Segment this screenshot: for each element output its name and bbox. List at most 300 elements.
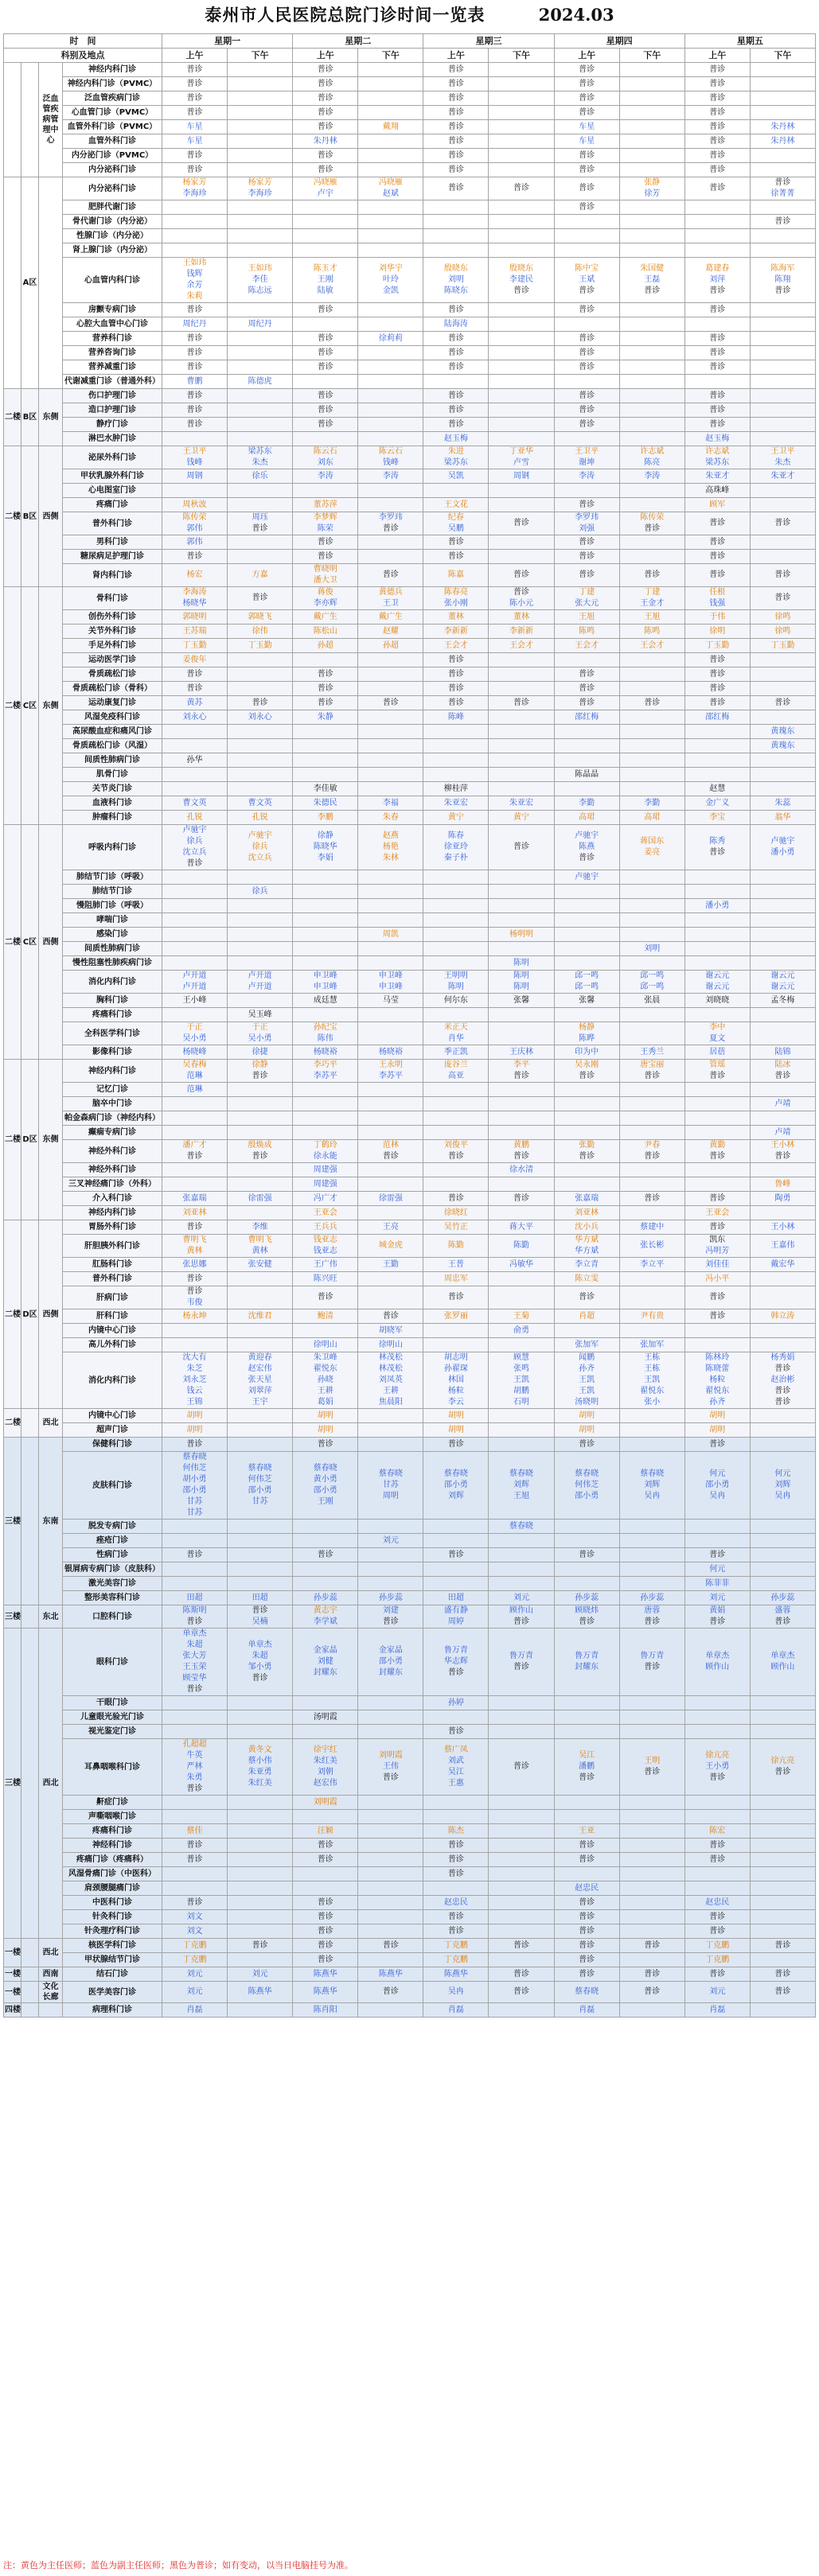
schedule-cell (423, 587, 489, 610)
schedule-cell (358, 1605, 423, 1628)
schedule-cell (228, 739, 293, 753)
general-clinic-label: 普诊 (186, 669, 203, 679)
doctor-name: 陈宏 (709, 1826, 726, 1835)
schedule-cell (358, 1083, 423, 1097)
schedule-cell (358, 512, 423, 535)
schedule-cell (228, 550, 293, 564)
doctor-name: 肖超 (579, 1311, 595, 1321)
doctor-name: 单章杰 (248, 1640, 272, 1649)
schedule-cell (684, 956, 750, 971)
schedule-cell (358, 418, 423, 432)
doctor-name: 朱红美 (248, 1779, 272, 1788)
schedule-cell (423, 739, 489, 753)
doctor-name: 钱辉 (186, 270, 203, 278)
schedule-cell (358, 942, 423, 956)
period-am: 上午 (684, 49, 750, 63)
schedule-cell (750, 768, 815, 782)
doctor-name: 鲁万青 (509, 1652, 534, 1660)
schedule-cell (293, 1452, 358, 1520)
schedule-cell (162, 1008, 228, 1022)
doctor-name: 王卫平 (182, 447, 207, 456)
schedule-cell (619, 1324, 684, 1338)
doctor-name: 余芳 (186, 281, 203, 290)
table-row (4, 1534, 816, 1548)
doctor-name: 邵小勇 (443, 1481, 468, 1489)
department-name: 骨质疏松门诊（骨科） (63, 682, 162, 696)
schedule-cell (750, 710, 815, 725)
doctor-name: 周婷 (447, 1617, 464, 1626)
schedule-cell (684, 1083, 750, 1097)
schedule-cell (684, 77, 750, 91)
schedule-cell (358, 120, 423, 134)
doctor-name: 朱莉 (186, 292, 203, 301)
doctor-name: 朱蕊 (774, 798, 791, 807)
schedule-cell (293, 1438, 358, 1452)
schedule-cell (423, 971, 489, 994)
general-clinic-label: 普诊 (709, 1854, 726, 1864)
department-name: 普外科门诊 (63, 1272, 162, 1286)
schedule-cell (293, 1982, 358, 2003)
schedule-cell (423, 710, 489, 725)
general-clinic-label: 普诊 (252, 1940, 268, 1950)
doctor-name: 刘明 (447, 275, 464, 284)
doctor-name: 孙齐 (709, 1398, 726, 1407)
schedule-cell (684, 1548, 750, 1562)
schedule-cell (162, 942, 228, 956)
schedule-cell (162, 587, 228, 610)
table-row (4, 1967, 816, 1982)
doctor-name: 姜亮 (644, 848, 661, 857)
general-clinic-label: 普诊 (186, 859, 203, 868)
schedule-cell (162, 564, 228, 587)
doctor-name: 戴广生 (378, 612, 403, 621)
zone-cell (21, 1605, 39, 1628)
schedule-cell (423, 1696, 489, 1710)
doctor-name: 朱德民 (313, 798, 337, 807)
schedule-cell (162, 1163, 228, 1177)
schedule-cell (162, 2003, 228, 2018)
zone-cell: D区 (21, 1220, 39, 1409)
doctor-name: 黄宁 (447, 812, 464, 822)
schedule-cell (423, 1126, 489, 1140)
doctor-name: 盛蓉 (774, 1606, 791, 1615)
schedule-cell (358, 625, 423, 639)
period-am: 上午 (293, 49, 358, 63)
schedule-cell (619, 913, 684, 928)
table-row (4, 1452, 816, 1520)
schedule-cell (750, 1423, 815, 1438)
schedule-cell (162, 639, 228, 653)
doctor-name: 唐蓉 (644, 1606, 661, 1615)
schedule-cell (750, 1534, 815, 1548)
schedule-cell (619, 870, 684, 885)
general-clinic-label: 普诊 (644, 570, 661, 579)
schedule-cell (619, 535, 684, 550)
schedule-cell (228, 1881, 293, 1896)
schedule-cell (684, 1206, 750, 1220)
general-clinic-label: 普诊 (579, 391, 595, 400)
floor-cell: 二楼 (4, 446, 21, 587)
table-row (4, 1111, 816, 1126)
schedule-cell (358, 682, 423, 696)
schedule-cell (162, 1534, 228, 1548)
schedule-cell (162, 177, 228, 200)
schedule-cell (162, 1939, 228, 1953)
schedule-cell (489, 667, 554, 682)
schedule-cell (358, 432, 423, 446)
general-clinic-label: 普诊 (709, 1840, 726, 1850)
schedule-cell (293, 994, 358, 1008)
general-clinic-label: 普诊 (382, 1152, 399, 1161)
general-clinic-label: 普诊 (709, 655, 726, 664)
schedule-cell (750, 1111, 815, 1126)
general-clinic-label: 普诊 (709, 305, 726, 314)
schedule-cell (293, 885, 358, 899)
department-name: 癫痫专病门诊 (63, 1126, 162, 1140)
schedule-cell (358, 1939, 423, 1953)
schedule-cell (554, 484, 619, 498)
schedule-cell (684, 403, 750, 418)
schedule-cell (228, 317, 293, 332)
schedule-cell (162, 403, 228, 418)
doctor-name: 王会才 (443, 640, 468, 650)
schedule-cell (293, 768, 358, 782)
doctor-name: 丁克鹏 (182, 1940, 207, 1950)
schedule-cell (293, 1177, 358, 1192)
doctor-name: 王会才 (640, 640, 665, 650)
schedule-cell (489, 639, 554, 653)
schedule-cell (358, 1628, 423, 1696)
schedule-cell (489, 2003, 554, 2018)
general-clinic-label: 普诊 (186, 362, 203, 372)
department-name: 神经外科门诊 (63, 1140, 162, 1163)
schedule-cell (358, 1853, 423, 1867)
schedule-cell (489, 625, 554, 639)
table-row (4, 1696, 816, 1710)
schedule-cell (228, 753, 293, 768)
department-name: 间质性肺病门诊 (63, 942, 162, 956)
general-clinic-label: 普诊 (644, 1768, 661, 1776)
doctor-name: 周凯 (382, 929, 399, 939)
floor-cell: 二楼 (4, 1409, 21, 1438)
schedule-cell (619, 484, 684, 498)
doctor-name: 王锦 (186, 1398, 203, 1407)
doctor-name: 王嘉伟 (770, 1241, 795, 1250)
department-name: 关节炎门诊 (63, 782, 162, 796)
schedule-cell (162, 200, 228, 215)
general-clinic-label: 普诊 (317, 1926, 333, 1936)
schedule-cell (554, 1591, 619, 1605)
schedule-cell (162, 1309, 228, 1324)
schedule-cell (489, 1824, 554, 1839)
general-clinic-label: 普诊 (579, 1926, 595, 1936)
schedule-cell (293, 1591, 358, 1605)
doctor-name: 陈晓东 (443, 286, 468, 295)
doctor-name: 胡明 (186, 1425, 203, 1434)
doctor-name: 杨晓华 (182, 599, 207, 608)
schedule-cell (489, 1725, 554, 1739)
doctor-name: 陈秀 (709, 837, 726, 846)
department-name: 肺结节门诊（呼吸） (63, 870, 162, 885)
schedule-cell (684, 303, 750, 317)
schedule-cell (554, 1140, 619, 1163)
doctor-name: 冯敏华 (509, 1259, 534, 1269)
schedule-cell (684, 1111, 750, 1126)
doctor-name: 孙晓 (317, 1376, 333, 1384)
schedule-cell (750, 899, 815, 913)
department-name: 房颤专病门诊 (63, 303, 162, 317)
department-name: 整形美容科门诊 (63, 1591, 162, 1605)
schedule-cell (358, 1810, 423, 1824)
schedule-cell (619, 1045, 684, 1060)
schedule-cell (228, 796, 293, 811)
doctor-name: 李涛 (579, 471, 595, 481)
doctor-name: 徐静 (252, 1060, 268, 1069)
doctor-name: 何尔东 (443, 995, 468, 1005)
doctor-name: 王金才 (640, 599, 665, 608)
schedule-cell (293, 653, 358, 667)
general-clinic-label: 普诊 (186, 1617, 203, 1626)
schedule-cell (423, 825, 489, 870)
schedule-cell (489, 1939, 554, 1953)
doctor-name: 卢驰宇 (248, 831, 272, 840)
doctor-name: 陈晔 (579, 1034, 595, 1043)
department-name: 性病门诊 (63, 1548, 162, 1562)
department-name: 神经内科门诊 (63, 1060, 162, 1083)
schedule-cell (293, 432, 358, 446)
schedule-cell (162, 1438, 228, 1452)
schedule-cell (423, 1982, 489, 2003)
schedule-cell (684, 360, 750, 375)
side-cell: 东北 (39, 1605, 63, 1628)
table-row (4, 134, 816, 149)
schedule-cell (358, 134, 423, 149)
schedule-cell (489, 971, 554, 994)
doctor-name: 王广伟 (313, 1259, 337, 1269)
doctor-name: 徐芳 (644, 189, 661, 198)
doctor-name: 吴玉峰 (248, 1010, 272, 1019)
table-row (4, 200, 816, 215)
schedule-cell (423, 177, 489, 200)
doctor-name: 孙超 (317, 640, 333, 650)
floor-cell: 三楼 (4, 1628, 21, 1939)
doctor-name: 郭伟 (186, 524, 203, 533)
schedule-cell (684, 870, 750, 885)
department-name: 高儿外科门诊 (63, 1338, 162, 1352)
schedule-cell (554, 639, 619, 653)
schedule-cell (554, 956, 619, 971)
schedule-cell (684, 1577, 750, 1591)
doctor-name: 韩立涛 (770, 1311, 795, 1321)
table-row (4, 956, 816, 971)
general-clinic-label: 普诊 (644, 698, 661, 707)
schedule-cell (489, 177, 554, 200)
schedule-cell (162, 1924, 228, 1939)
general-clinic-label: 普诊 (513, 1663, 530, 1671)
doctor-name: 张晨 (644, 995, 661, 1005)
doctor-name: 吴冉 (447, 1987, 464, 1996)
schedule-cell (162, 535, 228, 550)
doctor-name: 翁华 (774, 812, 791, 822)
schedule-cell (684, 811, 750, 825)
schedule-cell (554, 63, 619, 77)
table-row (4, 994, 816, 1008)
table-row (4, 825, 816, 870)
schedule-cell (554, 360, 619, 375)
general-clinic-label: 普诊 (774, 1987, 791, 1996)
general-clinic-label: 普诊 (709, 64, 726, 74)
schedule-cell (228, 375, 293, 389)
schedule-cell (750, 1725, 815, 1739)
schedule-cell (162, 899, 228, 913)
schedule-cell (358, 1235, 423, 1258)
schedule-cell (619, 512, 684, 535)
schedule-cell (162, 149, 228, 163)
table-row (4, 942, 816, 956)
schedule-cell (619, 1520, 684, 1534)
doctor-name: 尹春 (644, 1141, 661, 1150)
schedule-cell (162, 1591, 228, 1605)
schedule-cell (162, 346, 228, 360)
department-name: 疼痛科门诊 (63, 1824, 162, 1839)
doctor-name: 张小刚 (443, 599, 468, 608)
doctor-name: 邱一鸣 (575, 983, 599, 991)
schedule-cell (750, 811, 815, 825)
schedule-cell (228, 913, 293, 928)
doctor-name: 陈亮 (644, 458, 661, 467)
doctor-name: 陈德虎 (248, 376, 272, 386)
schedule-cell (489, 1696, 554, 1710)
schedule-cell (293, 303, 358, 317)
table-row (4, 1739, 816, 1796)
general-clinic-label: 普诊 (579, 1293, 595, 1302)
doctor-name: 朱杰 (774, 458, 791, 467)
doctor-name: 朱亚宏 (509, 798, 534, 807)
general-clinic-label: 普诊 (447, 348, 464, 357)
doctor-name: 沈大有 (182, 1353, 207, 1362)
doctor-name: 潘大卫 (313, 576, 337, 585)
schedule-cell (684, 1022, 750, 1045)
general-clinic-label: 普诊 (317, 405, 333, 414)
doctor-name: 韦俊 (186, 1298, 203, 1307)
schedule-cell (750, 1591, 815, 1605)
schedule-cell (358, 1206, 423, 1220)
schedule-cell (423, 1810, 489, 1824)
doctor-name: 刘元 (252, 1969, 268, 1979)
table-row (4, 1810, 816, 1824)
schedule-cell (228, 1520, 293, 1534)
general-clinic-label: 普诊 (317, 122, 333, 131)
schedule-cell (750, 1953, 815, 1967)
schedule-cell (162, 753, 228, 768)
schedule-cell (684, 1423, 750, 1438)
schedule-cell (423, 682, 489, 696)
schedule-cell (750, 134, 815, 149)
schedule-cell (423, 134, 489, 149)
schedule-cell (423, 1520, 489, 1534)
doctor-name: 肖磊 (709, 2005, 726, 2014)
schedule-cell (293, 1910, 358, 1924)
schedule-cell (554, 610, 619, 625)
schedule-cell (750, 639, 815, 653)
schedule-cell (358, 1338, 423, 1352)
time-header: 时 间 (4, 34, 162, 49)
schedule-cell (423, 696, 489, 710)
general-clinic-label: 普诊 (579, 1773, 595, 1782)
schedule-cell (750, 332, 815, 346)
schedule-cell (750, 317, 815, 332)
schedule-cell (423, 1045, 489, 1060)
schedule-cell (228, 106, 293, 120)
doctor-name: 沈维君 (248, 1311, 272, 1321)
general-clinic-label: 普诊 (709, 1969, 726, 1979)
schedule-cell (684, 258, 750, 303)
schedule-cell (489, 1192, 554, 1206)
doctor-name: 刘萍 (709, 275, 726, 284)
schedule-cell (293, 1235, 358, 1258)
schedule-cell (228, 1605, 293, 1628)
table-row (4, 1286, 816, 1309)
schedule-cell (750, 625, 815, 639)
doctor-name: 孙超 (382, 640, 399, 650)
doctor-name: 卢开道 (248, 971, 272, 980)
schedule-cell (489, 1338, 554, 1352)
doctor-name: 胡小勇 (182, 1475, 207, 1484)
general-clinic-label: 普诊 (579, 669, 595, 679)
doctor-name: 车星 (579, 136, 595, 146)
schedule-cell (684, 134, 750, 149)
general-clinic-label: 普诊 (774, 216, 791, 226)
schedule-cell (684, 899, 750, 913)
schedule-cell (228, 1896, 293, 1910)
general-clinic-label: 普诊 (709, 419, 726, 429)
schedule-cell (619, 1628, 684, 1696)
doctor-name: 陈燕华 (378, 1969, 403, 1979)
schedule-cell (358, 1097, 423, 1111)
schedule-cell (228, 512, 293, 535)
schedule-cell (228, 215, 293, 229)
doctor-name: 林国 (447, 1376, 464, 1384)
schedule-cell (489, 928, 554, 942)
schedule-cell (554, 625, 619, 639)
general-clinic-label: 普诊 (709, 1222, 726, 1232)
doctor-name: 城金虎 (378, 1241, 403, 1250)
schedule-cell (228, 1140, 293, 1163)
schedule-cell (750, 1910, 815, 1924)
schedule-cell (554, 1286, 619, 1309)
schedule-cell (619, 1953, 684, 1967)
schedule-cell (489, 1324, 554, 1338)
day-header-wed: 星期三 (423, 34, 554, 49)
schedule-cell (619, 418, 684, 432)
schedule-cell (228, 360, 293, 375)
general-clinic-label: 普诊 (382, 1987, 399, 1996)
schedule-cell (162, 1796, 228, 1810)
schedule-cell (489, 994, 554, 1008)
schedule-cell (554, 469, 619, 484)
schedule-cell (684, 1272, 750, 1286)
doctor-name: 胡明 (709, 1425, 726, 1434)
schedule-cell (619, 739, 684, 753)
doctor-name: 车星 (186, 136, 203, 146)
doctor-name: 卢驰宇 (575, 872, 599, 881)
schedule-cell (423, 332, 489, 346)
schedule-cell (423, 1967, 489, 1982)
general-clinic-label: 普诊 (447, 1912, 464, 1921)
schedule-cell (554, 1097, 619, 1111)
schedule-cell (293, 163, 358, 177)
doctor-name: 陈燕华 (443, 1969, 468, 1979)
